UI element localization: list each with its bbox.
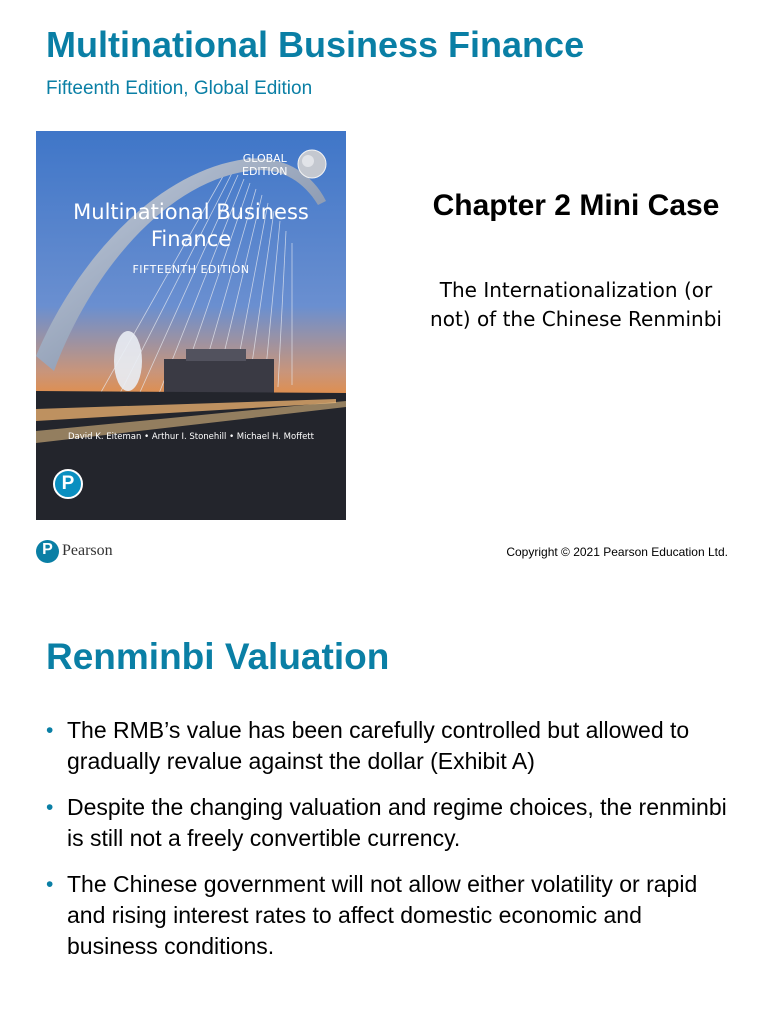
book-edition: Fifteenth Edition, Global Edition bbox=[46, 78, 313, 99]
copyright-notice: Copyright © 2021 Pearson Education Ltd. bbox=[506, 545, 728, 559]
bullet-item bbox=[46, 869, 736, 962]
cover-authors: David K. Eiteman • Arthur I. Stonehill • Michael H. Moffett bbox=[68, 432, 314, 442]
global-edition-badge bbox=[242, 152, 288, 178]
global-label: GLOBAL bbox=[242, 152, 287, 165]
bullet-item bbox=[46, 792, 736, 854]
bullet-item bbox=[46, 715, 736, 777]
bullet-text: The Chinese government will not allow either volatility or rapid and rising interest rates to affect domestic economic and business conditions. bbox=[67, 871, 698, 959]
pearson-logo-icon bbox=[36, 540, 59, 563]
pearson-cover-logo-icon bbox=[53, 469, 83, 499]
edition-label: EDITION bbox=[242, 165, 288, 178]
cover-artwork bbox=[36, 131, 346, 520]
cover-edition: FIFTEENTH EDITION bbox=[132, 263, 250, 276]
cover-title-line-1: Multinational Business bbox=[73, 200, 309, 224]
cover-title bbox=[36, 199, 346, 253]
pearson-wordmark: Pearson bbox=[62, 542, 113, 559]
bullet-dot-icon: • bbox=[46, 719, 54, 742]
book-title: Multinational Business Finance bbox=[46, 24, 585, 65]
pearson-logo-letter: P bbox=[42, 541, 53, 558]
case-title: The Internationalization (or not) of the Chinese Renminbi bbox=[430, 278, 722, 331]
cover-title-line-2: Finance bbox=[150, 227, 232, 251]
cover-logo-letter: P bbox=[61, 473, 75, 494]
bullet-text: Despite the changing valuation and regime choices, the renminbi is still not a freely convertible currency. bbox=[67, 794, 727, 851]
book-cover-image bbox=[36, 131, 346, 520]
content-slide bbox=[0, 600, 768, 1024]
bullet-dot-icon: • bbox=[46, 873, 54, 896]
bullet-text: The RMB’s value has been carefully controlled but allowed to gradually revalue against the dollar (Exhibit A) bbox=[67, 717, 690, 774]
bullet-list bbox=[46, 715, 736, 977]
slide-title: Renminbi Valuation bbox=[46, 636, 390, 677]
bullet-dot-icon: • bbox=[46, 796, 54, 819]
chapter-heading: Chapter 2 Mini Case bbox=[432, 189, 720, 222]
